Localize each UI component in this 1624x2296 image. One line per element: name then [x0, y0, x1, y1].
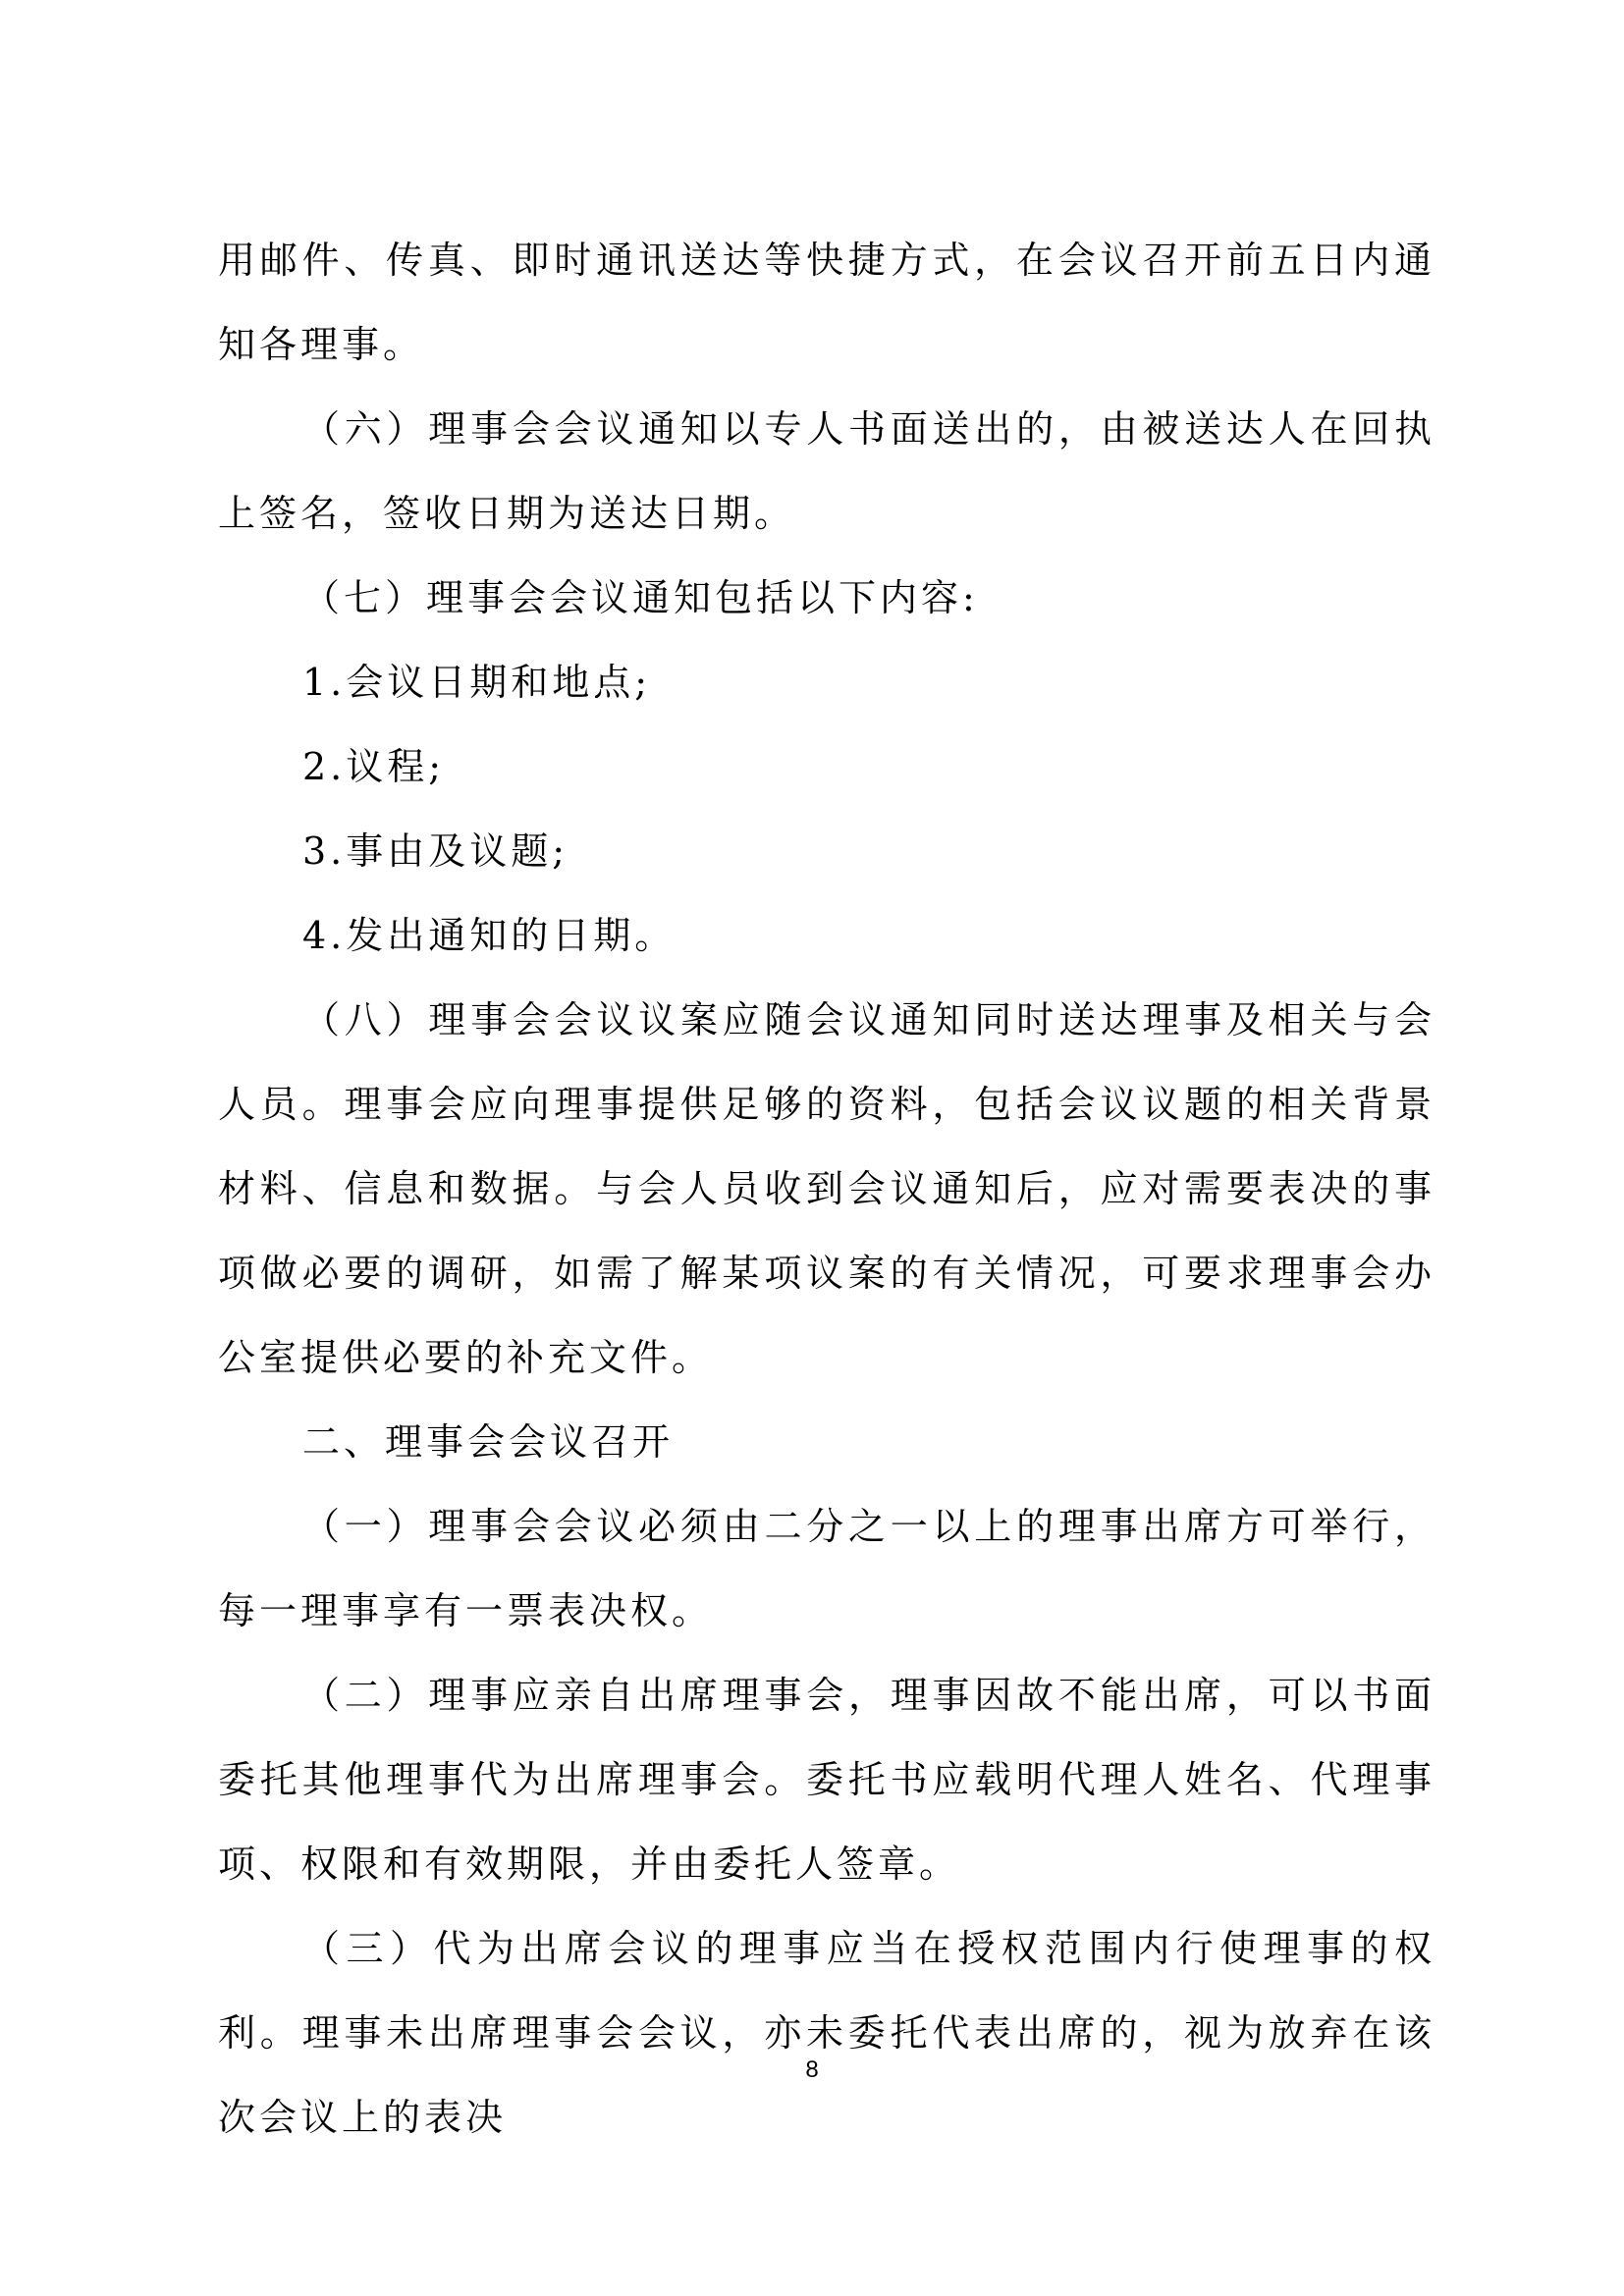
section-heading-meeting: 二、理事会会议召开	[302, 1420, 675, 1464]
list-item-meeting-date: 1.会议日期和地点;	[302, 661, 652, 704]
document-body	[218, 218, 1435, 2160]
paragraph-notice-methods: 用邮件、传真、即时通讯送达等快捷方式，在会议召开前五日内通知各理事。	[218, 239, 1435, 366]
paragraph-item-seven: （七）理事会会议通知包括以下内容:	[302, 576, 979, 619]
paragraph-meeting-item-three: （三）代为出席会议的理事应当在授权范围内行使理事的权利。理事未出席理事会会议，亦未委托代表出席的，视为放弃在该次会议上的表决	[218, 1927, 1435, 2139]
page-number: 8	[805, 2056, 819, 2083]
paragraph-meeting-item-two: （二）理事应亲自出席理事会，理事因故不能出席，可以书面委托其他理事代为出席理事会。委托书应载明代理人姓名、代理事项、权限和有效期限，并由委托人签章。	[218, 1674, 1435, 1886]
paragraph-item-eight: （八）理事会会议议案应随会议通知同时送达理事及相关与会人员。理事会应向理事提供足够的资料，包括会议议题的相关背景材料、信息和数据。与会人员收到会议通知后，应对需要表决的事项做必要的调研，如需了解某项议案的有关情况，可要求理事会办公室提供必要的补充文件。	[218, 998, 1435, 1379]
list-item-agenda: 2.议程;	[302, 745, 446, 788]
list-item-notice-date: 4.发出通知的日期。	[302, 914, 677, 957]
paragraph-item-six: （六）理事会会议通知以专人书面送出的，由被送达人在回执上签名，签收日期为送达日期。	[218, 407, 1435, 535]
list-item-topics: 3.事由及议题;	[302, 829, 569, 873]
paragraph-meeting-item-one: （一）理事会会议必须由二分之一以上的理事出席方可举行，每一理事享有一票表决权。	[218, 1505, 1435, 1632]
